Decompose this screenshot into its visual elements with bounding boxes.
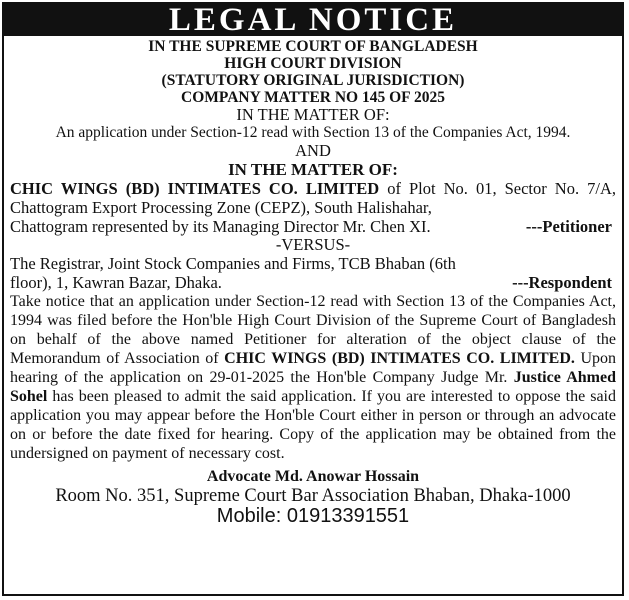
and-separator: AND	[295, 141, 331, 160]
matter-heading-bold: IN THE MATTER OF:	[228, 160, 398, 179]
court-name: IN THE SUPREME COURT OF BANGLADESH	[148, 38, 478, 55]
respondent-block	[4, 254, 622, 292]
versus-separator: -VERSUS-	[275, 235, 351, 254]
petitioner-row	[10, 217, 616, 236]
application-description: An application under Section-12 read with Section 13 of the Companies Act, 1994.	[55, 124, 571, 141]
respondent-address-cont: floor), 1, Kawran Bazar, Dhaka.	[10, 273, 222, 292]
petitioner-representative: Chattogram represented by its Managing Director Mr. Chen XI.	[10, 217, 431, 236]
respondent-address: The Registrar, Joint Stock Companies and Firms, TCB Bhaban (6th	[10, 254, 456, 273]
notice-text-2: Upon hearing of the application on 29-01-2025 the Hon'ble Company Judge Mr.	[10, 350, 617, 386]
petitioner-address: of Plot No. 01, Sector No. 7/A, Chattogram Export Processing Zone (CEPZ), South Halishahar,	[10, 179, 616, 217]
legal-notice	[2, 2, 624, 596]
court-jurisdiction: (STATUTORY ORIGINAL JURISDICTION)	[161, 72, 465, 89]
court-division: HIGH COURT DIVISION	[224, 55, 402, 72]
notice-text-3: has been pleased to admit the said application. If you are interested to oppose the said application you may appear before the Hon'ble Court either in person or through an advocate on or before the date fixed for hearing. Copy of the application may be obtained from the undersigned on payment of necessary cost.	[10, 388, 616, 462]
notice-company: CHIC WINGS (BD) INTIMATES CO. LIMITED.	[224, 350, 575, 367]
advocate-address: Room No. 351, Supreme Court Bar Association Bhaban, Dhaka-1000	[55, 486, 571, 506]
notice-body	[4, 292, 622, 463]
notice-banner: LEGAL NOTICE	[4, 4, 622, 36]
petitioner-label: ---Petitioner	[525, 217, 612, 236]
notice-text-1: Take notice that an application under Section-12 read with Section 13 of the Companies Act, 1994 was filed before the Hon'ble High Court Division of the Supreme Court of Bangladesh on behalf of the above named Petitioner for alteration of the object clause of the Memorandum of Association of	[10, 293, 616, 367]
matter-heading: IN THE MATTER OF:	[236, 105, 390, 124]
case-number: COMPANY MATTER NO 145 OF 2025	[181, 89, 445, 106]
notice-judge: Justice Ahmed Sohel	[10, 369, 617, 405]
advocate-name: Advocate Md. Anowar Hossain	[206, 468, 420, 485]
advocate-mobile: Mobile: 01913391551	[216, 505, 410, 527]
respondent-label: ---Respondent	[512, 273, 612, 292]
petitioner-name: CHIC WINGS (BD) INTIMATES CO. LIMITED	[10, 179, 380, 198]
respondent-row	[10, 273, 616, 292]
petitioner-block	[4, 179, 622, 236]
